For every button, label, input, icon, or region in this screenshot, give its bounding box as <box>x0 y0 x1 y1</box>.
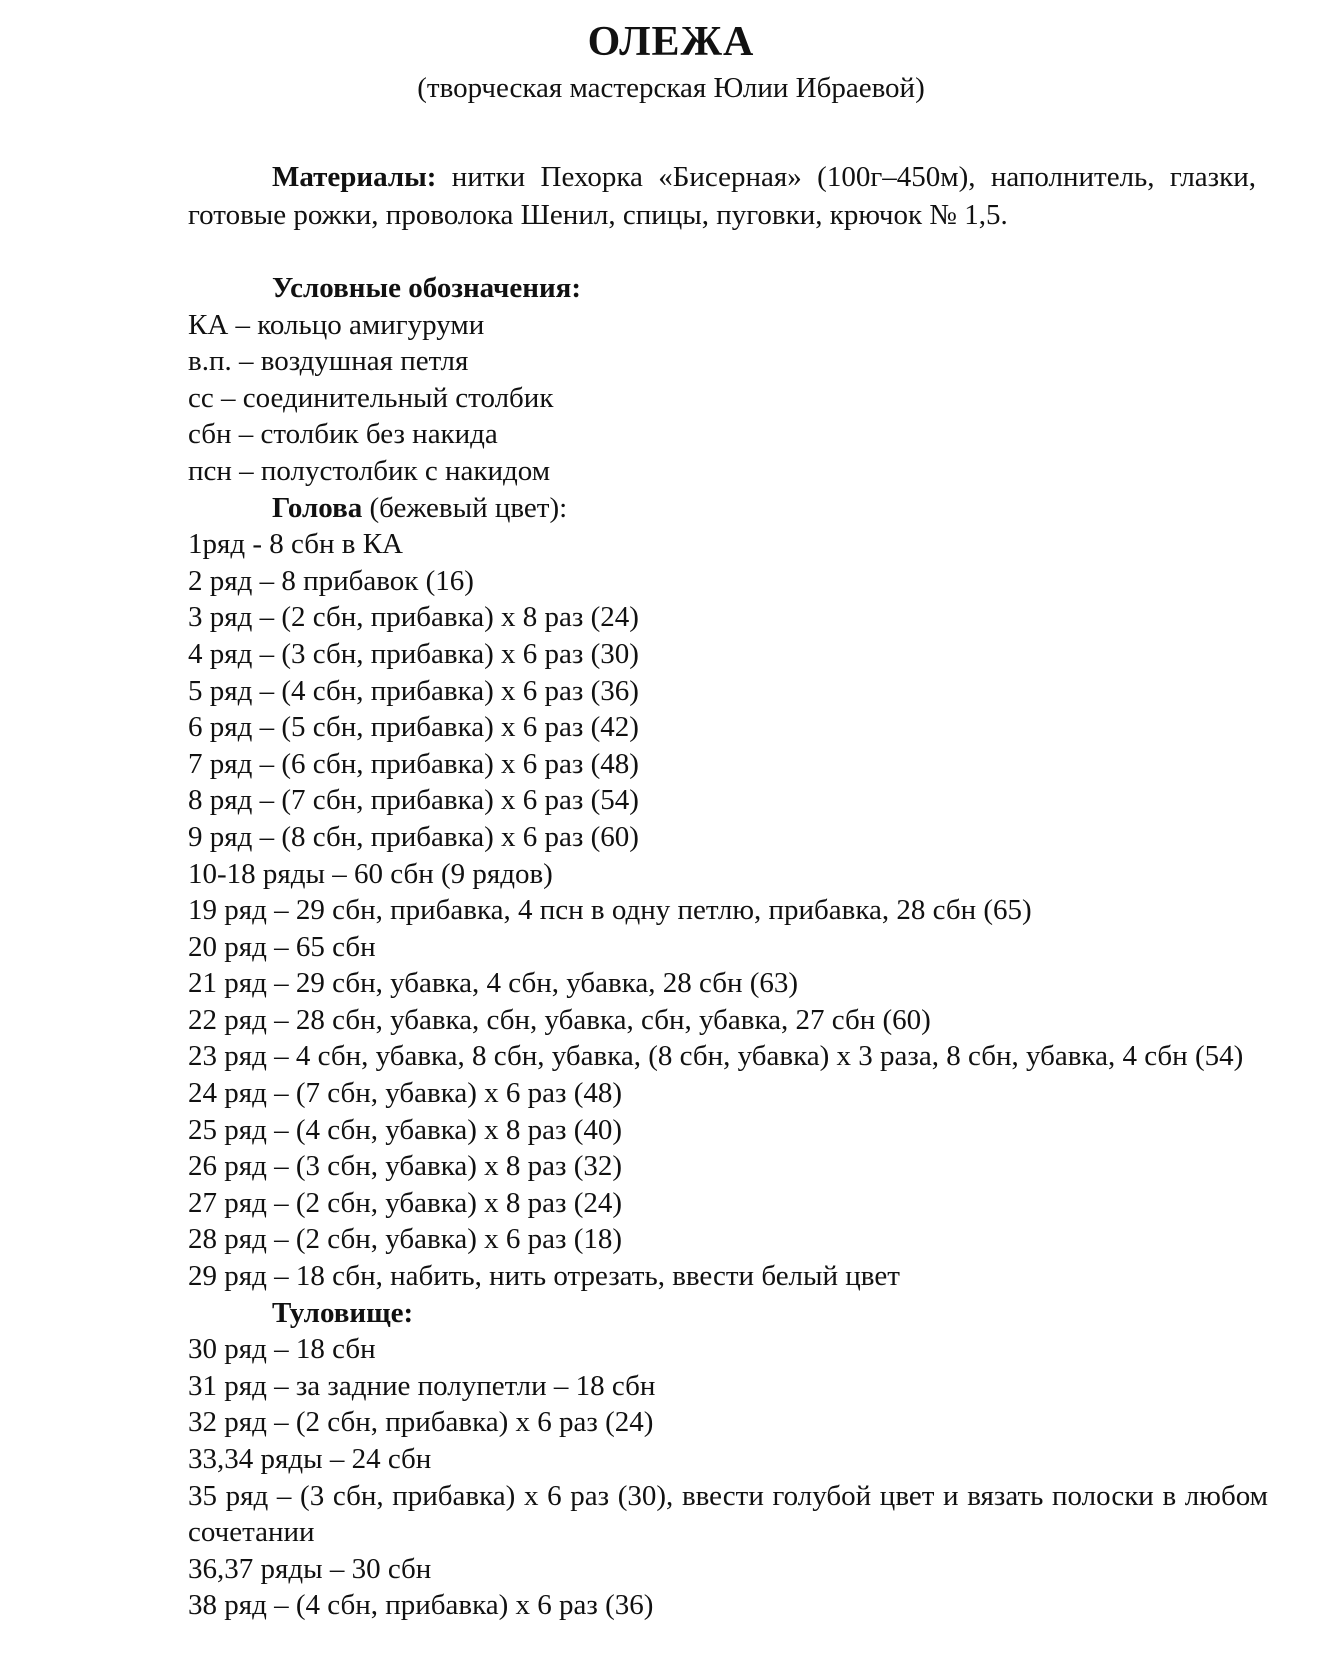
head-row: 29 ряд – 18 сбн, набить, нить отрезать, ввести белый цвет <box>188 1260 900 1293</box>
torso-row: 36,37 ряды – 30 сбн <box>188 1552 432 1585</box>
page-title: ОЛЕЖА <box>587 19 755 65</box>
legend-item: сбн – столбик без накида <box>188 418 498 451</box>
torso-row: 35 ряд – (3 сбн, прибавка) х 6 раз (30), ввести голубой цвет и вязать полоски в любом сочетании <box>188 1479 1268 1549</box>
legend-item: в.п. – воздушная петля <box>188 345 469 378</box>
head-row: 27 ряд – (2 сбн, убавка) х 8 раз (24) <box>188 1186 623 1219</box>
head-row: 5 ряд – (4 сбн, прибавка) х 6 раз (36) <box>188 674 639 707</box>
head-section-heading <box>188 490 1268 527</box>
torso-row: 38 ряд – (4 сбн, прибавка) х 6 раз (36) <box>188 1589 654 1622</box>
page-subtitle: (творческая мастерская Юлии Ибраевой) <box>417 72 925 104</box>
pattern-body <box>188 270 1268 1624</box>
legend-item: сс – соединительный столбик <box>188 381 554 414</box>
head-row: 24 ряд – (7 сбн, убавка) х 6 раз (48) <box>188 1077 623 1110</box>
head-note: (бежевый цвет): <box>362 491 568 524</box>
legend-item: КА – кольцо амигуруми <box>188 308 485 341</box>
head-row: 28 ряд – (2 сбн, убавка) х 6 раз (18) <box>188 1223 623 1256</box>
head-row: 23 ряд – 4 сбн, убавка, 8 сбн, убавка, (8 сбн, убавка) х 3 раза, 8 сбн, убавка, 4 сбн (54) <box>188 1040 1244 1073</box>
torso-heading: Туловище: <box>272 1296 414 1329</box>
head-row: 7 ряд – (6 сбн, прибавка) х 6 раз (48) <box>188 747 639 780</box>
head-row: 3 ряд – (2 сбн, прибавка) х 8 раз (24) <box>188 601 639 634</box>
legend-item: псн – полустолбик с накидом <box>188 454 551 487</box>
head-row: 22 ряд – 28 сбн, убавка, сбн, убавка, сбн, убавка, 27 сбн (60) <box>188 1003 931 1036</box>
torso-row: 32 ряд – (2 сбн, прибавка) х 6 раз (24) <box>188 1406 654 1439</box>
head-row: 4 ряд – (3 сбн, прибавка) х 6 раз (30) <box>188 637 639 670</box>
head-row: 21 ряд – 29 сбн, убавка, 4 сбн, убавка, 28 сбн (63) <box>188 967 799 1000</box>
head-row: 1ряд - 8 сбн в КА <box>188 528 403 561</box>
materials-label: Материалы: <box>272 161 437 193</box>
head-row: 19 ряд – 29 сбн, прибавка, 4 псн в одну петлю, прибавка, 28 сбн (65) <box>188 894 1032 927</box>
head-row: 25 ряд – (4 сбн, убавка) х 8 раз (40) <box>188 1113 623 1146</box>
legend-heading: Условные обозначения: <box>272 272 582 304</box>
torso-row: 33,34 ряды – 24 сбн <box>188 1443 432 1475</box>
head-row: 10-18 ряды – 60 сбн (9 рядов) <box>188 857 553 890</box>
head-row: 6 ряд – (5 сбн, прибавка) х 6 раз (42) <box>188 711 639 744</box>
materials-text: нитки Пехорка «Бисерная» (100г–450м), наполнитель, глазки, готовые рожки, проволока Шенил, спицы, пуговки, крючок № 1,5. <box>188 161 1256 231</box>
head-row: 9 ряд – (8 сбн, прибавка) х 6 раз (60) <box>188 820 639 853</box>
head-row: 26 ряд – (3 сбн, убавка) х 8 раз (32) <box>188 1150 623 1183</box>
head-heading: Голова <box>272 491 363 524</box>
head-row: 8 ряд – (7 сбн, прибавка) х 6 раз (54) <box>188 784 639 817</box>
head-row: 2 ряд – 8 прибавок (16) <box>188 564 474 597</box>
head-row: 20 ряд – 65 сбн <box>188 930 376 963</box>
torso-row: 31 ряд – за задние полупетли – 18 сбн <box>188 1369 656 1402</box>
torso-row: 30 ряд – 18 сбн <box>188 1333 376 1366</box>
materials-paragraph <box>188 158 1256 234</box>
